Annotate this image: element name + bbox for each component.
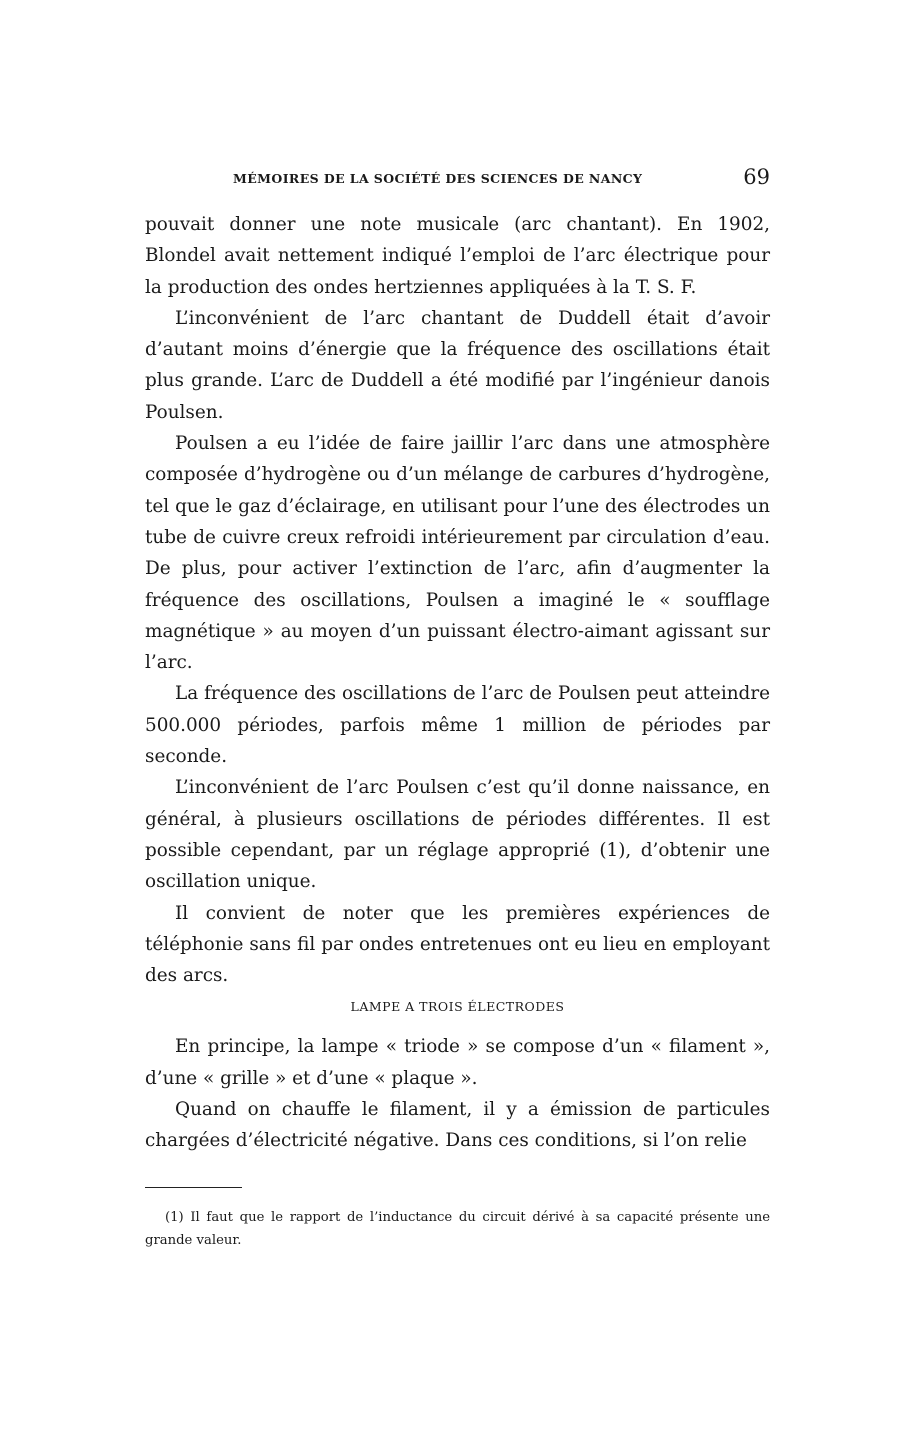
footnote: (1) Il faut que le rapport de l’inductance du circuit dérivé à sa capacité présente une grande valeur. xyxy=(145,1209,770,1248)
paragraph: L’inconvénient de l’arc Poulsen c’est qu’il donne naissance, en général, à plusieurs oscillations de périodes différentes. Il est possible cependant, par un réglage approprié (1), d’obtenir une oscillation unique. xyxy=(145,777,770,893)
footnote-divider xyxy=(145,1187,242,1188)
section-body-text xyxy=(145,1031,770,1156)
document-page xyxy=(145,165,770,1252)
paragraph: pouvait donner une note musicale (arc chantant). En 1902, Blondel avait nettement indiqué l’emploi de l’arc électrique pour la production des ondes hertziennes appliquées à la T. S. F. xyxy=(145,214,770,298)
page-number: 69 xyxy=(743,165,770,189)
paragraph: En principe, la lampe « triode » se compose d’un « filament », d’une « grille » et d’une « plaque ». xyxy=(145,1036,770,1089)
paragraph: Poulsen a eu l’idée de faire jaillir l’arc dans une atmosphère composée d’hydrogène ou d’un mélange de carbures d’hydrogène, tel que le gaz d’éclairage, en utilisant pour l’une des électrodes un tube de cuivre creux refroidi intérieurement par circulation d’eau. De plus, pour activer l’extinction de l’arc, afin d’augmenter la fréquence des oscillations, Poulsen a imaginé le « soufflage magnétique » au moyen d’un puissant électro-aimant agissant sur l’arc. xyxy=(145,433,770,674)
body-text xyxy=(145,209,770,991)
running-header xyxy=(145,165,770,195)
section-heading: LAMPE A TROIS ÉLECTRODES xyxy=(350,999,565,1015)
paragraph: L’inconvénient de l’arc chantant de Duddell était d’avoir d’autant moins d’énergie que la fréquence des oscillations était plus grande. L’arc de Duddell a été modifié par l’ingénieur danois Poulsen. xyxy=(145,307,770,423)
paragraph: La fréquence des oscillations de l’arc de Poulsen peut atteindre 500.000 périodes, parfois même 1 million de périodes par seconde. xyxy=(145,683,770,768)
paragraph: Quand on chauffe le filament, il y a émission de particules chargées d’électricité négative. Dans ces conditions, si l’on relie xyxy=(145,1099,770,1152)
paragraph: Il convient de noter que les premières expériences de téléphonie sans fil par ondes entretenues ont eu lieu en employant des arcs. xyxy=(145,902,770,987)
running-title: MÉMOIRES DE LA SOCIÉTÉ DES SCIENCES DE NANCY xyxy=(233,171,643,186)
